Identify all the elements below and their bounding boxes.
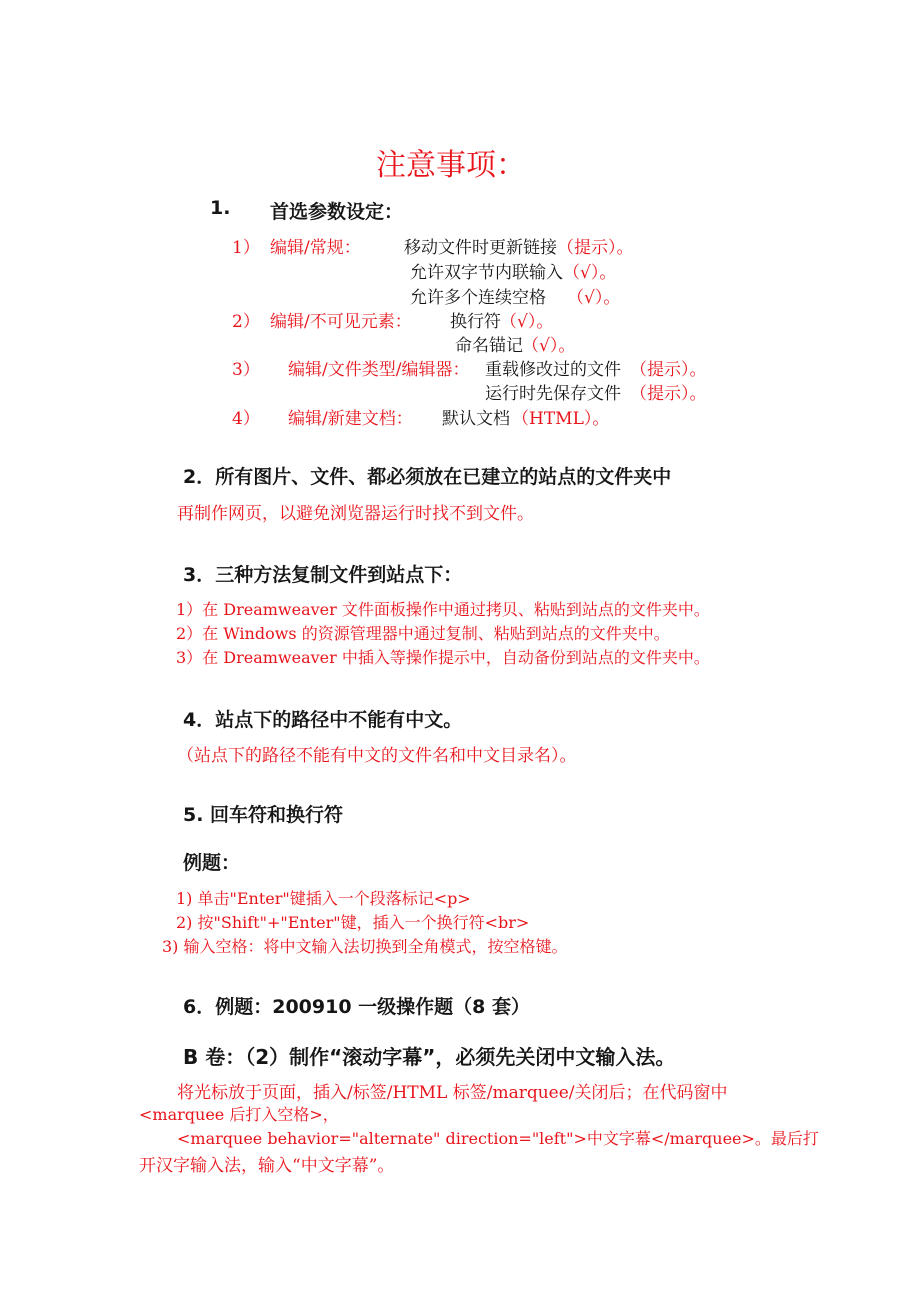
pref-value: （提示）。	[630, 360, 707, 380]
section-4-heading: 4．站点下的路径中不能有中文。	[183, 709, 463, 731]
pref-value: （√）。	[500, 312, 554, 332]
section-1-number: 1.	[210, 197, 231, 219]
section-6-subheading: B 卷：（2）制作“滚动字幕”，必须先关闭中文输入法。	[183, 1045, 676, 1069]
section-5-line: 3) 输入空格：将中文输入法切换到全角模式，按空格键。	[162, 937, 568, 956]
pref-option: 默认文档	[442, 409, 510, 429]
section-5-heading: 5. 回车符和换行符	[183, 804, 344, 826]
section-6-heading: 6．例题：200910 一级操作题（8 套）	[183, 996, 530, 1018]
section-2-body: 再制作网页，以避免浏览器运行时找不到文件。	[177, 504, 534, 524]
section-3-line: 2）在 Windows 的资源管理器中通过复制、粘贴到站点的文件夹中。	[176, 624, 670, 643]
pref-option: 允许多个连续空格	[410, 288, 546, 308]
section-3-heading: 3．三种方法复制文件到站点下：	[183, 564, 463, 586]
pref-value: （√）。	[522, 336, 576, 356]
section-3-line: 3）在 Dreamweaver 中插入等操作提示中，自动备份到站点的文件夹中。	[176, 648, 710, 667]
pref-value: （提示）。	[630, 384, 707, 404]
pref-category: 编辑/新建文档：	[288, 409, 413, 429]
pref-option: 运行时先保存文件	[485, 384, 621, 404]
pref-option: 移动文件时更新链接	[404, 238, 557, 258]
section-4-body: （站点下的路径不能有中文的文件名和中文目录名）。	[177, 746, 577, 766]
pref-option: 命名锚记	[455, 336, 523, 356]
pref-item-number: 3）	[232, 360, 260, 380]
pref-option: 允许双字节内联输入	[410, 263, 563, 283]
section-5-line: 1) 单击"Enter"键插入一个段落标记<p>	[176, 889, 471, 908]
section-6-paragraph: <marquee behavior="alternate" direction="left">中文字幕</marquee>。最后打	[177, 1129, 819, 1148]
pref-option: 重载修改过的文件	[485, 360, 621, 380]
pref-category: 编辑/文件类型/编辑器：	[288, 360, 470, 380]
section-2-heading: 2．所有图片、文件、都必须放在已建立的站点的文件夹中	[183, 466, 672, 488]
pref-category: 编辑/不可见元素：	[270, 312, 412, 332]
pref-value: （提示）。	[557, 238, 634, 258]
pref-value: （HTML）。	[512, 409, 610, 429]
pref-item-number: 4）	[232, 409, 260, 429]
page-title: 注意事项：	[376, 148, 526, 183]
pref-category: 编辑/常规：	[270, 238, 361, 258]
pref-item-number: 1）	[232, 238, 260, 258]
pref-value: （√）。	[567, 288, 621, 308]
section-5-line: 2) 按"Shift"+"Enter"键，插入一个换行符<br>	[176, 913, 530, 932]
section-6-paragraph: <marquee 后打入空格>，	[139, 1105, 339, 1124]
section-6-paragraph: 开汉字输入法，输入“中文字幕”。	[139, 1156, 395, 1176]
pref-value: （√）。	[563, 263, 617, 283]
section-6-paragraph: 将光标放于页面，插入/标签/HTML 标签/marquee/关闭后；在代码窗中	[177, 1083, 728, 1103]
section-3-line: 1）在 Dreamweaver 文件面板操作中通过拷贝、粘贴到站点的文件夹中。	[176, 600, 710, 619]
pref-item-number: 2）	[232, 312, 260, 332]
example-label: 例题：	[183, 852, 241, 874]
section-1-heading: 首选参数设定：	[270, 201, 404, 223]
pref-option: 换行符	[450, 312, 501, 332]
